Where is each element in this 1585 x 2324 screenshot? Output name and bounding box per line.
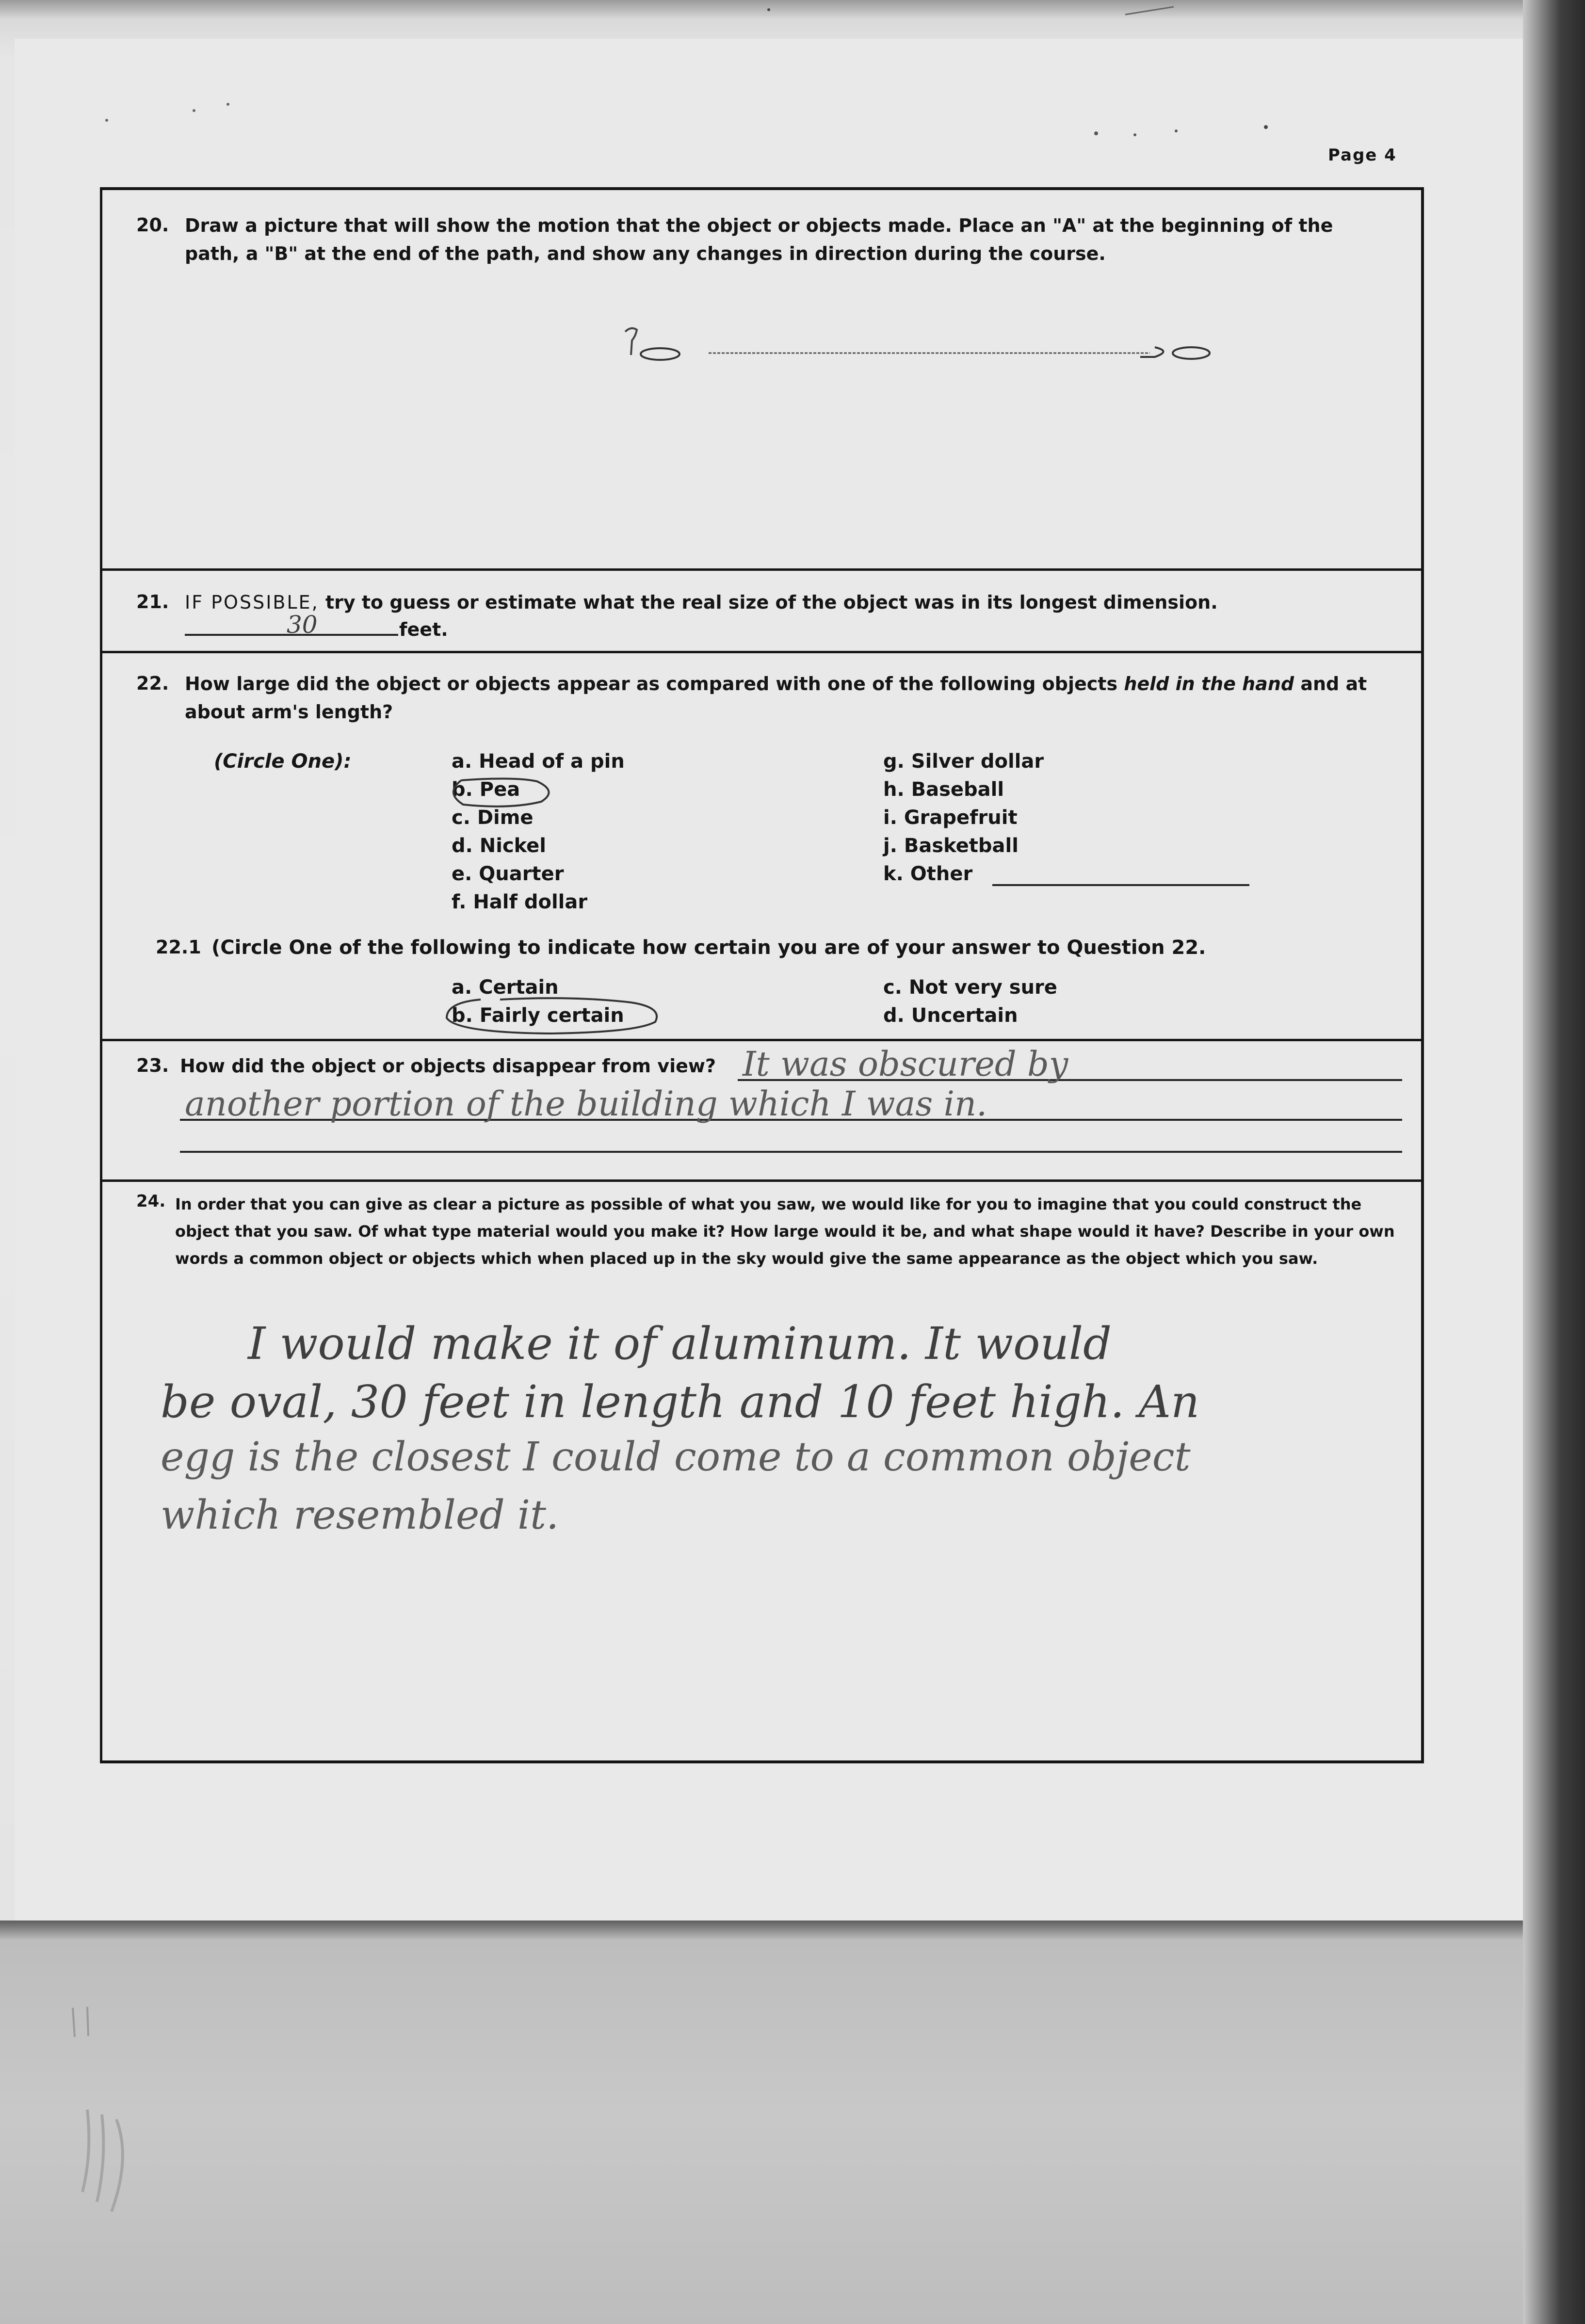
answer-handwriting-2: be oval, 30 feet in length and 10 feet high. An [161, 1376, 1200, 1428]
option-half-dollar[interactable]: f. Half dollar [452, 891, 588, 913]
question-text: Draw a picture that will show the motion that the object or objects made. Place an "A" at the beginning of the path, a "B" at the end of the path, and show any changes in direction during the course. [185, 215, 1333, 264]
other-answer-line[interactable] [992, 884, 1249, 886]
answer-line-3[interactable] [180, 1151, 1402, 1153]
question-text: In order that you can give as clear a picture as possible of what you saw, we would like for you to imagine that you could construct the object that you saw. Of what type material would you make it? How large would it be, and what shape would it have? Describe in your own words a common object or objects which when placed up in the sky would give the same appearance as the object which you saw. [175, 1195, 1395, 1268]
fairly-certain-circle-mark [427, 988, 679, 1041]
question-text-wrap [185, 588, 1397, 616]
question-24 [102, 1182, 1421, 1761]
motion-drawing[interactable] [597, 307, 1276, 384]
option-fairly-certain[interactable]: b. Fairly certain [452, 1004, 624, 1027]
question-22-1-text: (Circle One of the following to indicate how certain you are of your answer to Question 22. [211, 936, 1206, 959]
question-emphasis: held in the hand [1124, 673, 1294, 694]
questionnaire-form [100, 187, 1424, 1763]
question-number: 24. [136, 1192, 166, 1211]
answer-handwriting-4: which resembled it. [161, 1492, 559, 1538]
option-certain[interactable]: a. Certain [452, 976, 559, 999]
option-baseball[interactable]: h. Baseball [883, 778, 1004, 801]
question-23 [102, 1041, 1421, 1182]
option-uncertain[interactable]: d. Uncertain [883, 1004, 1018, 1027]
option-quarter[interactable]: e. Quarter [452, 863, 564, 885]
option-other[interactable]: k. Other [883, 863, 973, 885]
scan-edge [1523, 0, 1585, 2324]
question-number: 21. [136, 591, 169, 613]
question-text: try to guess or estimate what the real size of the object was in its longest dimension. [325, 592, 1218, 613]
question-text-wrap [185, 670, 1392, 726]
option-not-very-sure[interactable]: c. Not very sure [883, 976, 1057, 999]
scan-specks [0, 0, 1585, 194]
answer-handwriting-2: another portion of the building which I was in. [185, 1084, 987, 1124]
option-pea[interactable]: b. Pea [452, 778, 520, 801]
scan-background [0, 1921, 1585, 2324]
option-dime[interactable]: c. Dime [452, 807, 534, 829]
question-number-22-1: 22.1 [156, 936, 201, 958]
circle-one-label: (Circle One): [214, 750, 352, 773]
answer-handwriting-1: I would make it of aluminum. It would [248, 1318, 1112, 1370]
option-basketball[interactable]: j. Basketball [883, 835, 1019, 857]
option-head-of-pin[interactable]: a. Head of a pin [452, 750, 625, 773]
question-22 [102, 653, 1421, 1041]
answer-handwriting-3: egg is the closest I could come to a common object [161, 1434, 1191, 1480]
page-number: Page 4 [1328, 145, 1397, 165]
question-21 [102, 571, 1421, 653]
option-grapefruit[interactable]: i. Grapefruit [883, 807, 1018, 829]
question-number: 22. [136, 673, 169, 694]
if-possible-label: IF POSSIBLE, [185, 592, 319, 613]
answer-handwriting-1: It was obscured by [743, 1044, 1068, 1084]
unit-label: feet. [399, 619, 448, 640]
question-text-end: and at about arm's length? [185, 673, 1367, 723]
option-nickel[interactable]: d. Nickel [452, 835, 547, 857]
question-text: How did the object or objects disappear from view? [180, 1055, 716, 1077]
option-silver-dollar[interactable]: g. Silver dollar [883, 750, 1044, 773]
margin-pencil-marks [58, 1998, 204, 2250]
question-text: How large did the object or objects appear as compared with one of the following objects [185, 673, 1118, 694]
size-answer: 30 [287, 611, 318, 639]
pea-circle-mark [442, 774, 568, 812]
question-number: 20. [136, 214, 169, 236]
question-20 [102, 190, 1421, 571]
question-number: 23. [136, 1055, 169, 1076]
